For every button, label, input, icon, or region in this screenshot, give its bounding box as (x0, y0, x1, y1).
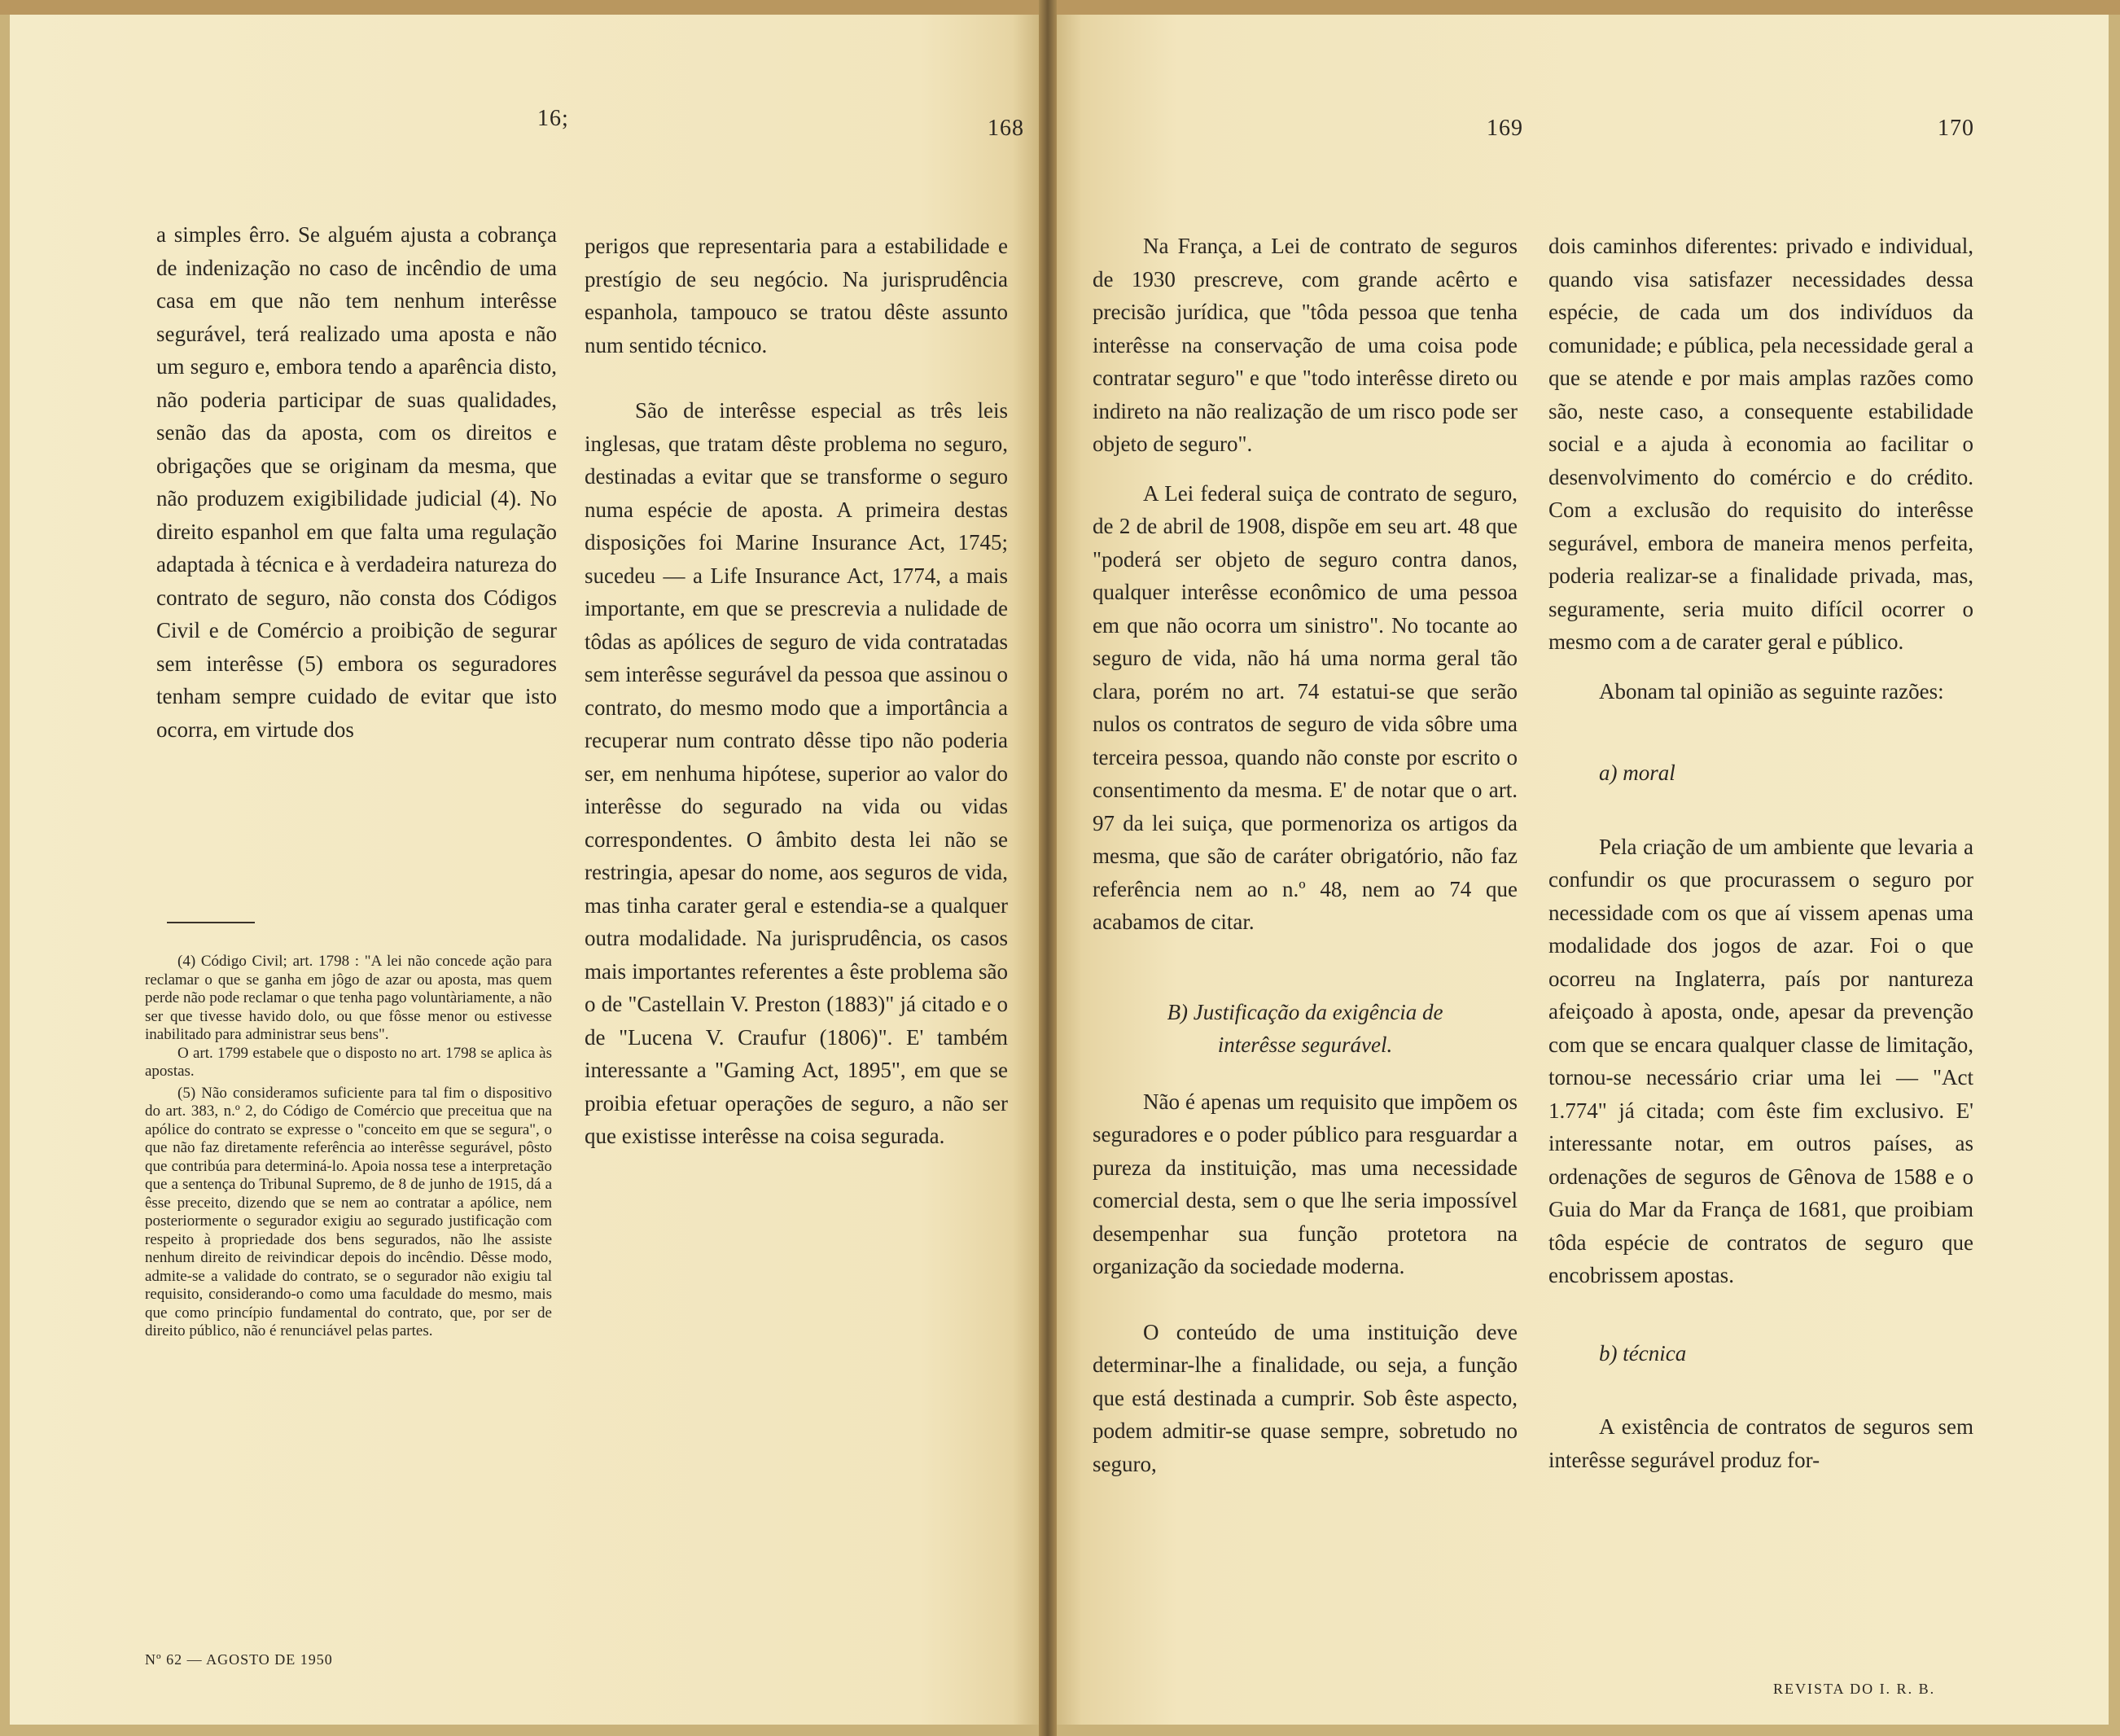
subsection-moral: a) moral (1599, 761, 1675, 785)
page-number-167: 16; (537, 106, 569, 131)
column-page-167 (156, 218, 557, 746)
book-gutter (1039, 0, 1057, 1736)
column-page-169 (1093, 230, 1518, 1480)
paragraph: A existência de contratos de seguros sem interêsse segurável produz for- (1548, 1414, 1973, 1472)
paragraph: Não é apenas um requisito que impõem os seguradores e o poder público para resguardar a pureza da instituição, mas uma necessidade comercial desta, sem o que lhe seria impossível desempenhar sua função protetora na organização da sociedade moderna. (1093, 1089, 1518, 1278)
footnote-4-cont: O art. 1799 estabele que o disposto no art. 1798 se aplica às apostas. (145, 1044, 552, 1080)
subsection-tecnica: b) técnica (1599, 1340, 1687, 1366)
paragraph: dois caminhos diferentes: privado e individual, quando visa satisfazer necessidades dessa espécie, de cada um dos indivíduos da comunidade; e pública, pela necessidade geral a que se atende e por mais amplas razões como são, neste caso, a consequente estabilidade social e a ajuda à economia ao facilitar o desenvolvimento do comércio e do crédito. Com a exclusão do requisito do interêsse segurável, embora de maneira menos perfeita, poderia realizar-se a finalidade privada, mas, seguramente, seria muito difícil ocorrer o mesmo com a de carater geral e público. (1548, 234, 1973, 654)
journal-footer: REVISTA DO I. R. B. (1773, 1681, 1936, 1697)
page-number-168: 168 (988, 116, 1024, 141)
paragraph: São de interêsse especial as três leis inglesas, que tratam dêste problema no seguro, destinadas a evitar que se transforme o seguro numa espécie de aposta. A primeira destas disposições foi Marine Insurance Act, 1745; sucedeu — a Life Insurance Act, 1774, a mais importante, em que se prescrevia a nulidade de tôdas as apólices de seguro de vida contratadas sem interêsse segurável da pessoa que assinou o contrato, do mesmo modo que a importância a recuperar num contrato dêsse tipo não poderia ser, em nenhuma hipótese, superior ao valor do interêsse do segurado na vida ou vidas correspondentes. O âmbito desta lei não se restringia, apesar do nome, aos seguros de vida, mas tinha carater geral e estendia-se a qualquer outra modalidade. Na jurisprudência, os casos mais importantes referentes a êste problema são o de "Castellain V. Preston (1883)" já citado e o de "Lucena V. Craufur (1806)". E' também interessante a "Gaming Act, 1895", em que se proibia efetuar operações de seguro, a não ser que existisse interêsse na coisa segurada. (585, 398, 1008, 1148)
paragraph: a simples êrro. Se alguém ajusta a cobrança de indenização no caso de incêndio de uma casa em que não tem nenhum interêsse segurável, terá realizado uma aposta e não um seguro e, embora tendo a aparência disto, não poderia participar de suas qualidades, senão das da aposta, com os direitos e obrigações que se originam da mesma, que não produzem exigibilidade judicial (4). No direito espanhol em que falta uma regulação adaptada à técnica e à verdadeira natureza do contrato de seguro, não consta dos Códigos Civil e de Comércio a proibição de segurar sem interêsse (5) embora os seguradores tenham sempre cuidado de evitar que isto ocorra, em virtude dos (156, 222, 557, 742)
top-edge (0, 0, 2120, 15)
section-heading: B) Justificação da exigência de (1167, 999, 1443, 1024)
footnote-rule (167, 922, 255, 923)
paragraph: perigos que representaria para a estabilidade e prestígio de seu negócio. Na jurisprudência espanhola, tampouco se tratou dêste assunto num sentido técnico. (585, 234, 1008, 357)
column-page-168 (585, 230, 1008, 1153)
footnotes (145, 953, 552, 1341)
footnote-4: (4) Código Civil; art. 1798 : "A lei não concede ação para reclamar o que se ganha em jôgo de azar ou aposta, mas quem perde não pode reclamar o que tenha pago voluntàriamente, a não ser que tivesse havido dolo, ou que fôsse menor ou estivesse inabilitado para administrar seus bens". (145, 953, 552, 1043)
paragraph: Abonam tal opinião as seguinte razões: (1599, 678, 1944, 704)
paragraph: Na França, a Lei de contrato de seguros de 1930 prescreve, com grande acêrto e precisão jurídica, que "tôda pessoa que tenha interêsse na conservação de uma coisa pode contratar seguro" e que "todo interêsse direto ou indireto na não realização de um risco pode ser objeto de seguro". (1093, 234, 1518, 456)
section-heading-cont: interêsse segurável. (1217, 1032, 1393, 1057)
column-page-170 (1548, 230, 1973, 1476)
page-number-170: 170 (1938, 116, 1974, 141)
page-number-169: 169 (1487, 116, 1523, 141)
paragraph: O conteúdo de uma instituição deve determinar-lhe a finalidade, ou seja, a função que está destinada a cumprir. Sob êste aspecto, podem admitir-se quase sempre, sobretudo no seguro, (1093, 1319, 1518, 1476)
paragraph: A Lei federal suiça de contrato de seguro, de 2 de abril de 1908, dispõe em seu art. 48 que "poderá ser objeto de seguro contra danos, qualquer interêsse econômico de uma pessoa em que não ocorra um sinistro". No tocante ao seguro de vida, não há uma norma geral tão clara, porém no art. 74 estatui-se que serão nulos os contratos de seguro de vida sôbre uma terceira pessoa, quando não conste por escrito o consentimento da mesma. E' de notar que o art. 97 da lei suiça, que pormenoriza os artigos da mesma, que são de caráter obrigatório, não faz referência nem ao n.º 48, nem ao 74 que acabamos de citar. (1093, 480, 1518, 934)
issue-footer: Nº 62 — AGOSTO DE 1950 (145, 1651, 333, 1668)
footnote-5: (5) Não consideramos suficiente para tal fim o dispositivo do art. 383, n.º 2, do Código de Comércio que preceitua que na apólice do contrato se expresse o "conceito em que se segura", o que não faz diretamente referência ao interêsse segurável, pôsto que contribúa para determiná-lo. Apoia nossa tese a interpretação que a sentença do Tribunal Supremo, de 8 de junho de 1915, dá a êsse preceito, dizendo que se nem ao contratar a apólice, nem posteriormente o segurador exigiu ao segurado justificação com respeito à propriedade dos bens segurados, não lhe assiste nenhum direito de reivindicar depois do incêndio. Dêsse modo, admite-se a validade do contrato, se o segurador não exigiu tal requisito, considerando-o como uma faculdade do mesmo, mais que como princípio fundamental do contrato, que, por ser de direito público, não é renunciável pelas partes. (145, 1084, 552, 1339)
paragraph: Pela criação de um ambiente que levaria a confundir os que procurassem o seguro por necessidade com os que aí vissem apenas uma modalidade dos jogos de azar. Foi o que ocorreu na Inglaterra, país por nantureza afeiçoado à aposta, onde, apesar da prevenção com que se encara qualquer classe de limitação, tornou-se necessário criar uma lei — "Act 1.774" já citada; com êste fim exclusivo. E' interessante notar, em outros países, as ordenações de seguros de Gênova de 1588 e o Guia do Mar da França de 1681, que proibiam tôda espécie de contratos de seguro que encobrissem apostas. (1548, 834, 1973, 1287)
